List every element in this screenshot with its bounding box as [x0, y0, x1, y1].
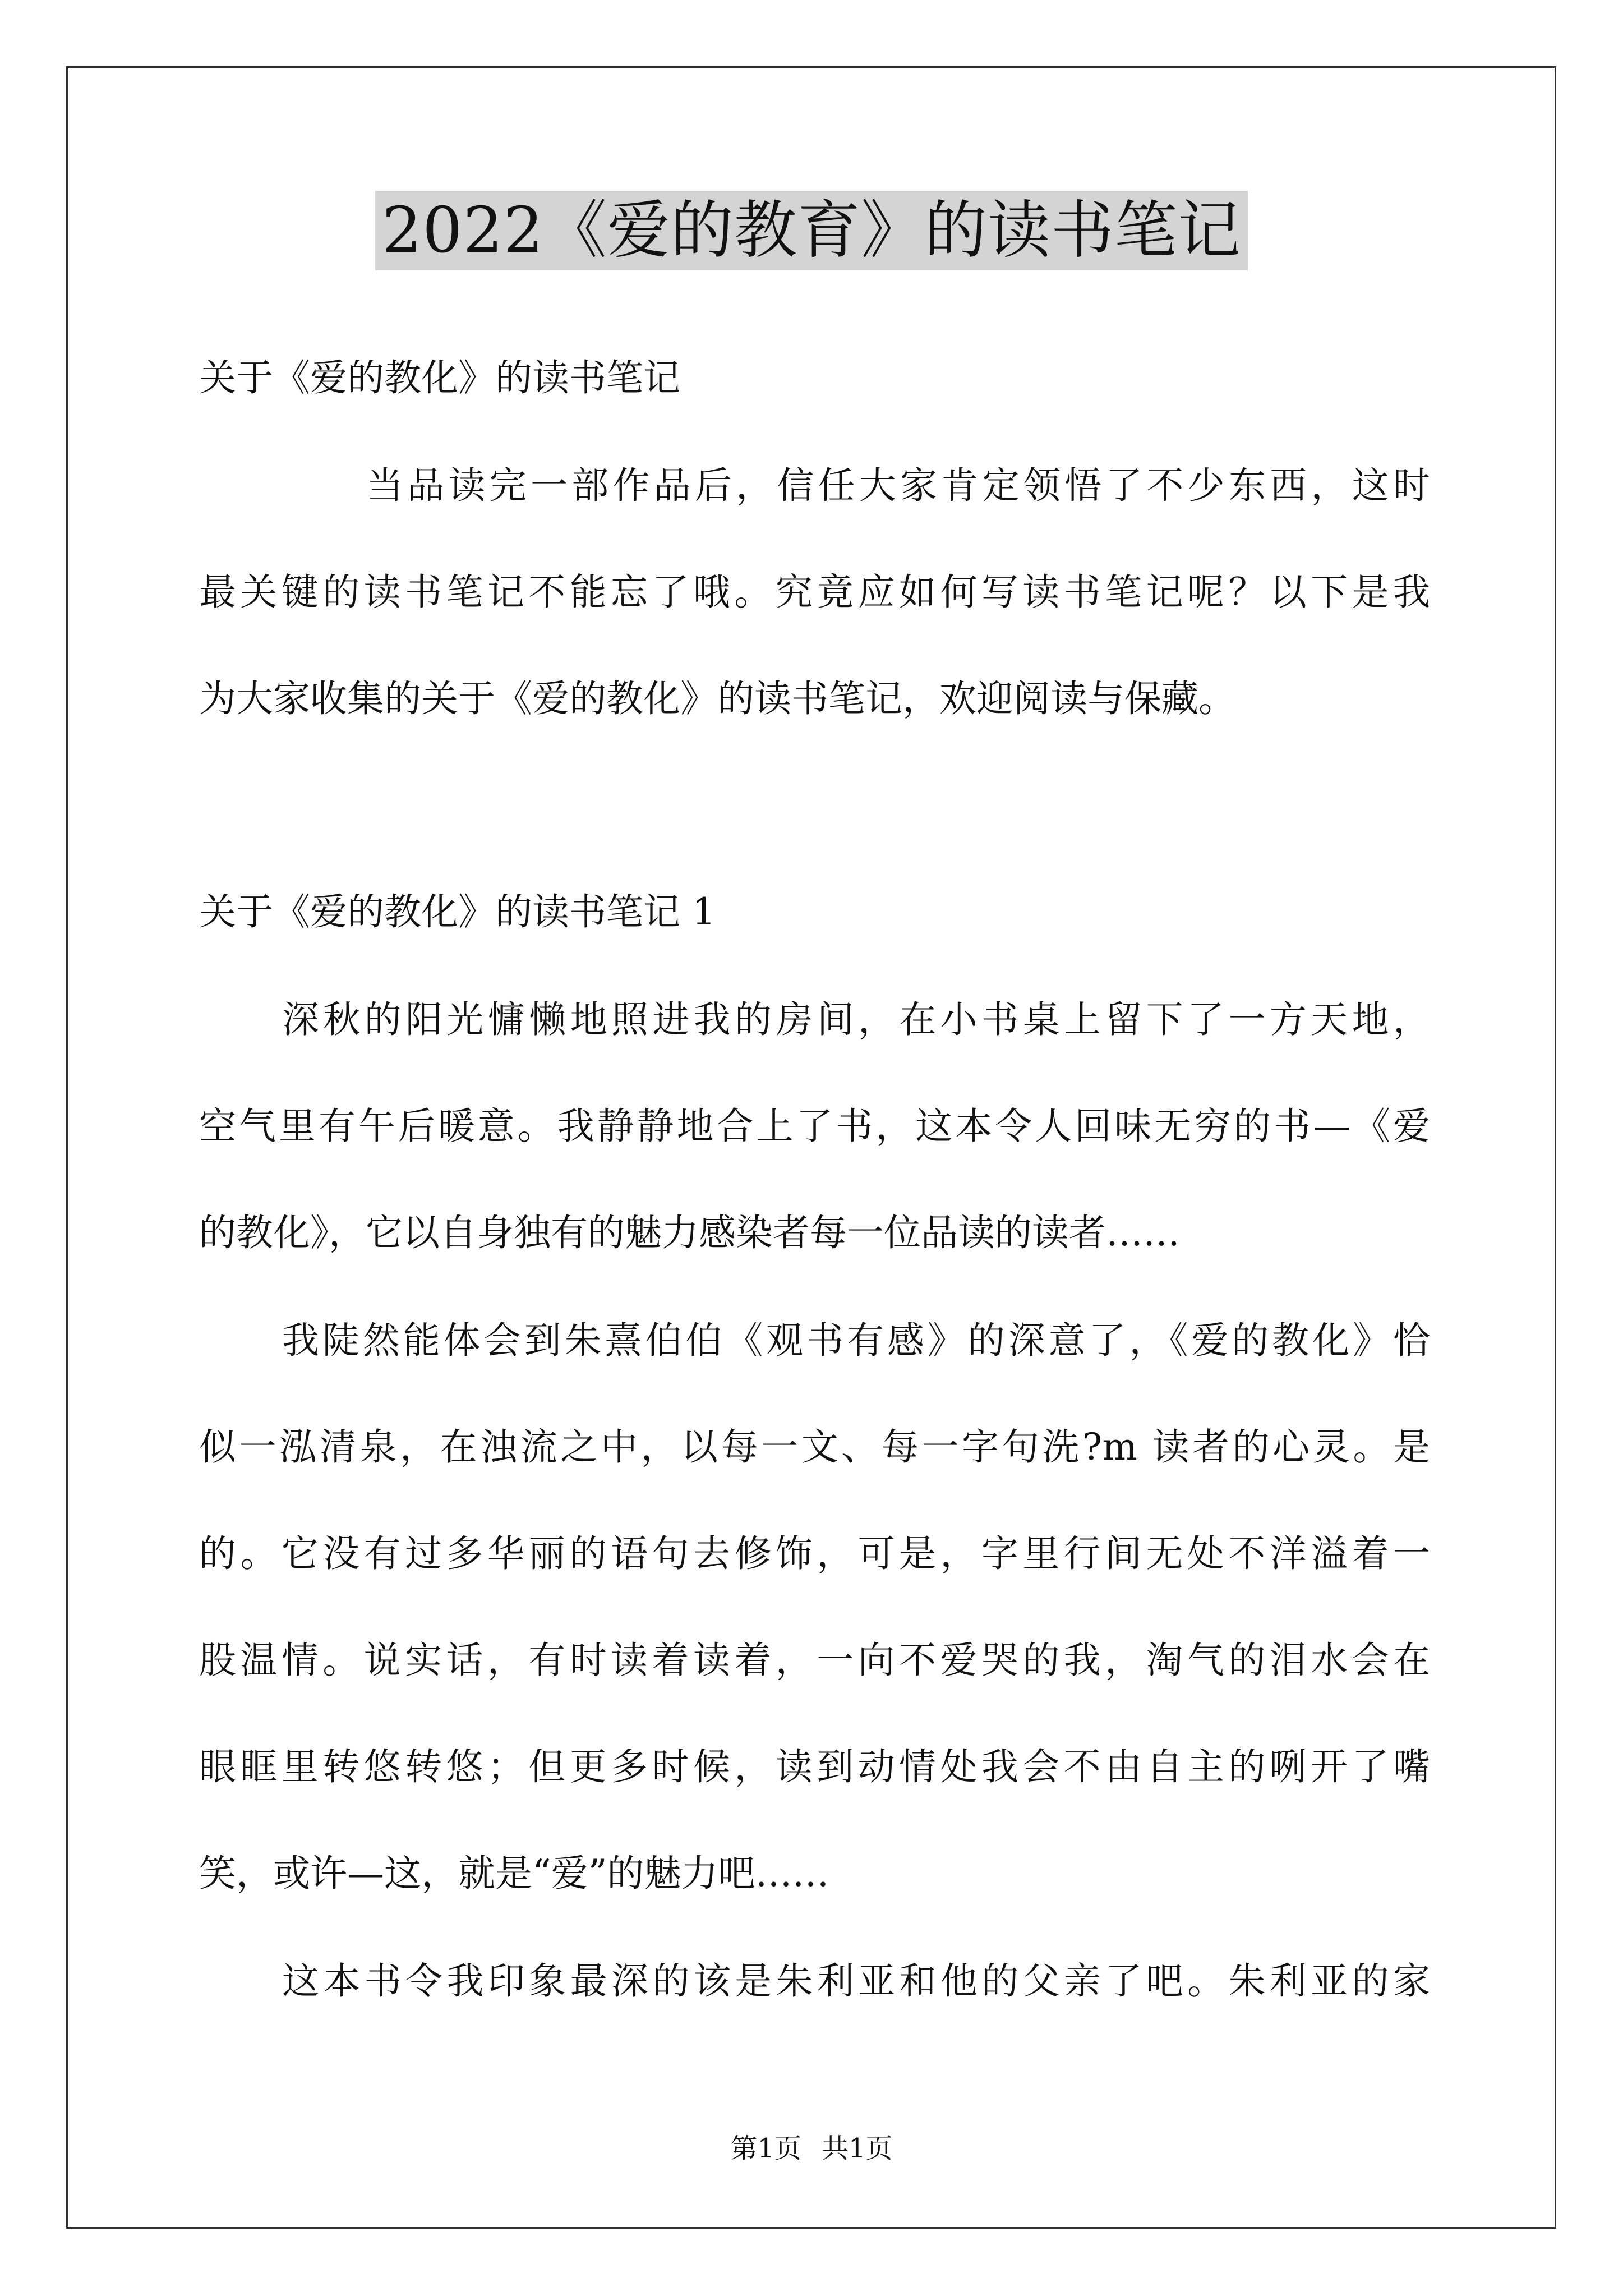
- paragraph-line: 眼眶里转悠转悠；但更多时候，读到动情处我会不由自主的咧开了嘴: [199, 1745, 1430, 1788]
- paragraph-line: 这本书令我印象最深的该是朱利亚和他的父亲了吧。朱利亚的家: [282, 1959, 1430, 2003]
- paragraph-line: 当品读完一部作品后，信任大家肯定领悟了不少东西，这时: [366, 464, 1430, 507]
- page-total: 共1页: [822, 2133, 893, 2164]
- intro-heading: 关于《爱的教化》的读书笔记: [199, 356, 680, 399]
- paragraph-line: 深秋的阳光慵懒地照进我的房间，在小书桌上留下了一方天地，: [282, 998, 1430, 1041]
- paragraph-line: 最关键的读书笔记不能忘了哦。究竟应如何写读书笔记呢？以下是我: [199, 570, 1430, 614]
- paragraph-line: 的。它没有过多华丽的语句去修饰，可是，字里行间无处不洋溢着一: [199, 1532, 1430, 1575]
- page-footer: [0, 2132, 1623, 2165]
- paragraph-line: 的教化》，它以自身独有的魅力感染者每一位品读的读者……: [199, 1211, 1180, 1254]
- paragraph-line: 我陡然能体会到朱熹伯伯《观书有感》的深意了，《爱的教化》恰: [282, 1319, 1430, 1362]
- paragraph-line: 似一泓清泉，在浊流之中，以每一文、每一字句洗?m 读者的心灵。是: [199, 1425, 1430, 1469]
- paragraph-line: 笑，或许—这，就是“爱”的魅力吧……: [199, 1852, 829, 1895]
- document-title: 2022《爱的教育》的读书笔记: [375, 191, 1248, 270]
- title-container: [0, 191, 1623, 270]
- paragraph-line: 为大家收集的关于《爱的教化》的读书笔记，欢迎阅读与保藏。: [199, 677, 1235, 720]
- paragraph-line: 空气里有午后暖意。我静静地合上了书，这本令人回味无穷的书—《爱: [199, 1105, 1430, 1148]
- page-number: 第1页: [730, 2133, 801, 2164]
- section-heading: 关于《爱的教化》的读书笔记 1: [199, 890, 716, 933]
- paragraph-line: 股温情。说实话，有时读着读着，一向不爱哭的我，淘气的泪水会在: [199, 1639, 1430, 1682]
